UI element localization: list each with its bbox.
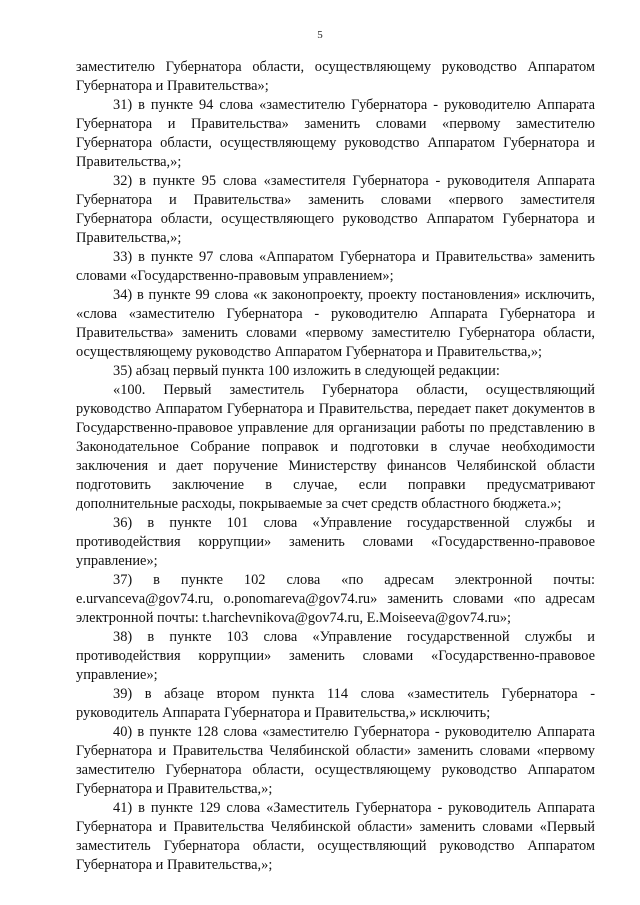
paragraph-item-32: 32) в пункте 95 слова «заместителя Губернатора - руководителя Аппарата Губернатора и Правительства» заменить словами «первого заместителя Губернатора области, осуществляющего руководство Аппаратом Губернатора и Правительства,»; xyxy=(76,173,595,246)
document-body xyxy=(76,58,595,875)
paragraph-item-36: 36) в пункте 101 слова «Управление государственной службы и противодействия коррупции» заменить словами «Государственно-правовое управление»; xyxy=(76,515,595,569)
page-number: 5 xyxy=(317,29,323,41)
paragraph-item-33: 33) в пункте 97 слова «Аппаратом Губернатора и Правительства» заменить словами «Государственно-правовым управлением»; xyxy=(76,249,595,284)
paragraph-item-37: 37) в пункте 102 слова «по адресам электронной почты: e.urvanceva@gov74.ru, o.ponomareva@gov74.ru» заменить словами «по адресам электронной почты: t.harchevnikova@gov74.ru, E.Moiseeva@gov74.ru»; xyxy=(76,572,595,626)
paragraph-item-31: 31) в пункте 94 слова «заместителю Губернатора - руководителю Аппарата Губернатора и Правительства» заменить словами «первому заместителю Губернатора области, осуществляющему руководство Аппаратом Губернатора и Правительства,»; xyxy=(76,97,595,170)
paragraph-continuation: заместителю Губернатора области, осуществляющему руководство Аппаратом Губернатора и Правительства»; xyxy=(76,59,595,94)
paragraph-item-39: 39) в абзаце втором пункта 114 слова «заместитель Губернатора - руководитель Аппарата Губернатора и Правительства,» исключить; xyxy=(76,686,595,721)
paragraph-item-38: 38) в пункте 103 слова «Управление государственной службы и противодействия коррупции» заменить словами «Государственно-правовое управление»; xyxy=(76,629,595,683)
paragraph-item-100-text: «100. Первый заместитель Губернатора области, осуществляющий руководство Аппаратом Губернатора и Правительства, передает пакет документов в Государственно-правовое управление для организации работы по представлению в Законодательное Собрание поправок и подготовки в случае необходимости заключения и дает поручение Министерству финансов Челябинской области подготовить заключение в случае, если поправки предусматривают дополнительные расходы, покрываемые за счет средств областного бюджета.»; xyxy=(76,382,595,512)
paragraph-item-40: 40) в пункте 128 слова «заместителю Губернатора - руководителю Аппарата Губернатора и Правительства Челябинской области» заменить словами «первому заместителю Губернатора области, осуществляющему руководство Аппаратом Губернатора и Правительства,»; xyxy=(76,724,595,797)
paragraph-item-41: 41) в пункте 129 слова «Заместитель Губернатора - руководитель Аппарата Губернатора и Правительства Челябинской области» заменить словами «Первый заместитель Губернатора области, осуществляющий руководство Аппаратом Губернатора и Правительства,»; xyxy=(76,800,595,873)
paragraph-item-34: 34) в пункте 99 слова «к законопроекту, проекту постановления» исключить, «слова «заместителю Губернатора - руководителю Аппарата Губернатора и Правительства» заменить словами «первому заместителю Губернатора области, осуществляющему руководство Аппаратом Губернатора и Правительства,»; xyxy=(76,287,595,360)
paragraph-item-35: 35) абзац первый пункта 100 изложить в следующей редакции: xyxy=(113,363,500,379)
